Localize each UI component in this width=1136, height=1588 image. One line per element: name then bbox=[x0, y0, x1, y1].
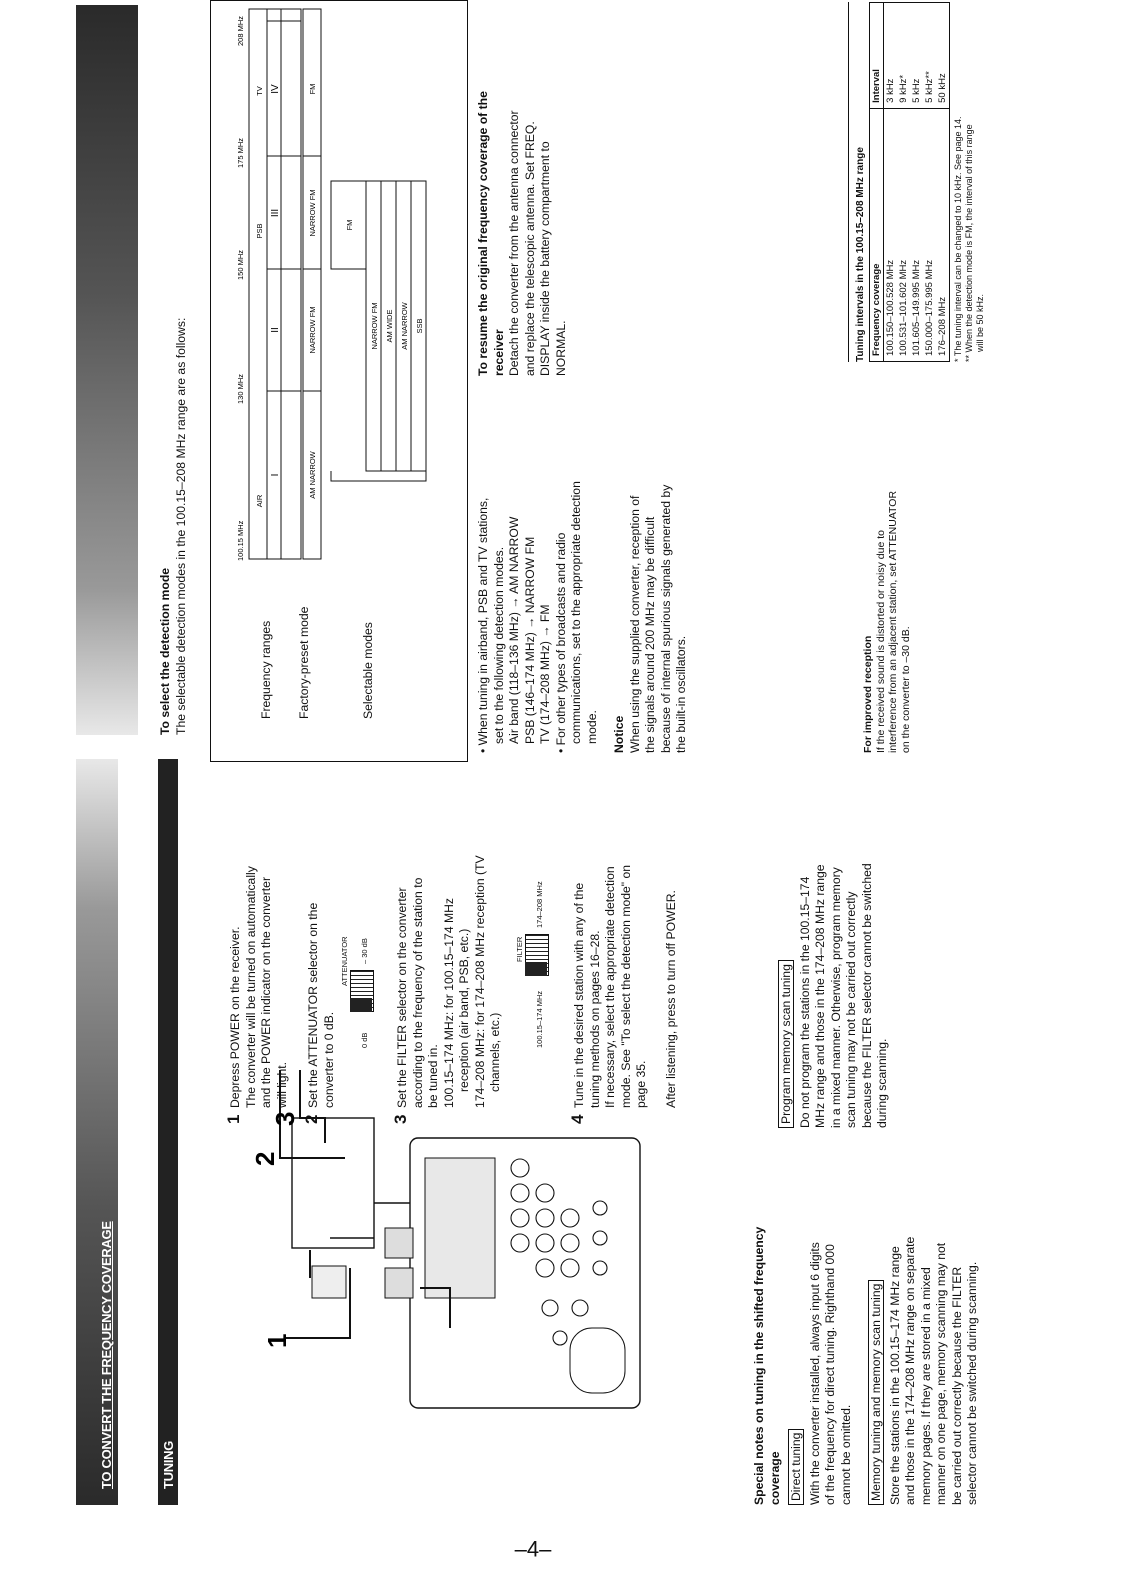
switch-left-label: 100.15–174 MHz bbox=[535, 990, 544, 1048]
step-line: be tuned in. bbox=[426, 1044, 440, 1108]
resume-line: DISPLAY inside the battery compartment to bbox=[538, 141, 552, 376]
step-line: according to the frequency of the station to bbox=[410, 877, 425, 1108]
table-cell: 9 kHz* bbox=[898, 74, 909, 103]
range-tv: TV bbox=[255, 86, 264, 96]
footnote: ** When the detection mode is FM, the interval of this range bbox=[964, 124, 974, 362]
preset-mode: NARROW FM bbox=[308, 306, 317, 354]
table-cell: 100.150–100.528 MHz bbox=[884, 108, 898, 361]
memory-tuning-line: manner on one page, memory scanning may not bbox=[934, 1242, 948, 1505]
row-label-selectable: Selectable modes bbox=[361, 622, 375, 719]
table-cell: 150.000–175.995 MHz bbox=[923, 108, 936, 361]
roman-3: III bbox=[270, 208, 281, 218]
program-scan-heading: Program memory scan tuning bbox=[778, 960, 794, 1128]
switch-knob bbox=[350, 998, 372, 1012]
notice-line: When using the supplied converter, reception of bbox=[627, 495, 642, 753]
improved-title: For improved reception bbox=[862, 635, 874, 753]
freq-label: 100.15 MHz bbox=[236, 520, 245, 561]
direct-tuning-heading: Direct tuning bbox=[788, 1429, 804, 1505]
detection-intro bbox=[158, 15, 189, 735]
selectable-mode: AM WIDE bbox=[385, 309, 394, 343]
step-line: and the POWER indicator on the converter bbox=[259, 876, 273, 1108]
table-row bbox=[897, 3, 910, 362]
direct-tuning-line: cannot be omitted. bbox=[838, 1404, 853, 1505]
table-row bbox=[923, 3, 936, 362]
table-cell: 101.605–149.995 MHz bbox=[910, 108, 923, 361]
switch-title: FILTER bbox=[515, 936, 524, 962]
frequency-chart bbox=[231, 6, 441, 561]
table-row bbox=[936, 3, 950, 362]
bullet-line: set to the following detection modes. bbox=[491, 546, 506, 744]
notice-title: Notice bbox=[612, 715, 626, 753]
step-line: will light. bbox=[274, 1061, 289, 1108]
receiver-illustration bbox=[250, 1068, 690, 1448]
receiver-display bbox=[425, 1158, 495, 1298]
roman-2: II bbox=[270, 327, 281, 333]
program-scan-line: scan tuning may not be carried out correctly bbox=[844, 891, 858, 1128]
preset-mode: FM bbox=[308, 83, 317, 95]
step-line: 100.15–174 MHz: for 100.15–174 MHz bbox=[441, 897, 456, 1108]
program-scan-note bbox=[778, 758, 891, 1128]
step-line: channels, etc.) bbox=[488, 1012, 502, 1092]
step-line: reception (air band, PSB, etc.) bbox=[457, 928, 471, 1092]
step-line: mode. See "To select the detection mode" on bbox=[618, 864, 633, 1108]
interval-table-section bbox=[848, 2, 986, 362]
roman-4: IV bbox=[270, 84, 281, 94]
table-row bbox=[884, 3, 898, 362]
selectable-mode: FM bbox=[345, 219, 354, 231]
memory-tuning-heading: Memory tuning and memory scan tuning bbox=[868, 1280, 884, 1505]
footnote: will be 50 kHz. bbox=[975, 293, 985, 352]
range-psb: PSB bbox=[255, 223, 264, 239]
callout-1: 1 bbox=[262, 1333, 292, 1348]
detection-bullets bbox=[476, 383, 600, 753]
switch-title: ATTENUATOR bbox=[340, 936, 349, 986]
roman-1: I bbox=[270, 473, 281, 477]
program-scan-line: in a mixed manner. Otherwise, program memory bbox=[828, 867, 843, 1128]
program-scan-line: because the FILTER selector cannot be switched bbox=[859, 863, 874, 1128]
program-scan-line: during scanning. bbox=[875, 1038, 889, 1128]
memory-tuning-line: and those in the 174–208 MHz range on separate bbox=[903, 1236, 917, 1505]
column-header: Interval bbox=[870, 3, 884, 109]
special-notes-title: coverage bbox=[767, 1451, 782, 1505]
detection-title: To select the detection mode bbox=[158, 567, 172, 735]
table-cell: 5 kHz bbox=[911, 78, 922, 103]
freq-label: 175 MHz bbox=[236, 137, 245, 168]
row-label-frequency: Frequency ranges bbox=[259, 620, 273, 719]
freq-label: 208 MHz bbox=[236, 15, 245, 46]
after-listening: After listening, press to turn off POWER. bbox=[664, 890, 678, 1108]
callout-2: 2 bbox=[250, 1151, 280, 1166]
step-number: 1 bbox=[224, 1114, 243, 1124]
subsection-banner bbox=[158, 759, 178, 1505]
freq-label: 130 MHz bbox=[236, 373, 245, 404]
step-number: 4 bbox=[568, 1114, 587, 1124]
freq-label: 150 MHz bbox=[236, 249, 245, 280]
memory-tuning-line: memory pages. If they are stored in a mixed bbox=[918, 1267, 933, 1505]
detection-intro-text: The selectable detection modes in the 100.15–208 MHz range are as follows: bbox=[173, 317, 188, 735]
footnote: * The tuning interval can be changed to 10 kHz. See page 14. bbox=[953, 116, 963, 362]
step-number: 3 bbox=[391, 1114, 410, 1124]
selectable-mode: NARROW FM bbox=[370, 302, 379, 350]
preset-mode: NARROW FM bbox=[308, 189, 317, 237]
resume-line: NORMAL. bbox=[553, 320, 568, 376]
bullet-line: TV (174–208 MHz) → FM bbox=[538, 604, 552, 744]
step-line: Set the FILTER selector on the converter bbox=[395, 887, 409, 1108]
step-line: Tune in the desired station with any of the bbox=[572, 882, 586, 1108]
bullet-line: • For other types of broadcasts and radio bbox=[553, 532, 568, 753]
resume-title: To resume the original frequency coverage of the bbox=[476, 91, 490, 376]
table-cell: 176–208 MHz bbox=[936, 108, 950, 361]
table-cell: 100.531–101.602 MHz bbox=[897, 108, 910, 361]
step-2 bbox=[302, 778, 337, 1124]
resume-line: Detach the converter from the antenna connector bbox=[507, 110, 521, 376]
column-header: Frequency coverage bbox=[870, 108, 884, 361]
row-label-preset: Factory-preset mode bbox=[297, 606, 311, 719]
resume-title: receiver bbox=[491, 329, 506, 376]
improved-section bbox=[862, 383, 912, 753]
step-line: If necessary, select the appropriate detection bbox=[603, 866, 617, 1108]
program-scan-line: MHz range and those in the 174–208 MHz range bbox=[813, 864, 827, 1128]
preset-mode: AM NARROW bbox=[308, 451, 317, 499]
special-notes-title: Special notes on tuning in the shifted frequency bbox=[752, 1226, 766, 1505]
step-line: Depress POWER on the receiver. bbox=[228, 926, 242, 1108]
detection-diagram bbox=[210, 0, 468, 762]
filter-switch bbox=[515, 808, 555, 1048]
resume-section bbox=[476, 6, 569, 376]
table-header-row bbox=[870, 3, 884, 362]
bullet-line: communications, set to the appropriate detection bbox=[569, 481, 583, 744]
bullet-line: PSB (146–174 MHz) → NARROW FM bbox=[522, 536, 537, 744]
right-banner bbox=[76, 5, 138, 735]
improved-line: If the received sound is distorted or noisy due to bbox=[874, 530, 887, 753]
bullet-line: mode. bbox=[584, 710, 599, 744]
table-cell: 5 kHz** bbox=[924, 71, 935, 103]
interval-table-title: Tuning intervals in the 100.15–208 MHz range bbox=[855, 147, 866, 362]
step-line: Set the ATTENUATOR selector on the bbox=[306, 902, 320, 1108]
improved-line: interference from an adjacent station, set ATTENUATOR bbox=[887, 490, 899, 753]
step-line: tuning methods on pages 16–28. bbox=[587, 930, 602, 1108]
switch-right-label: – 30 dB bbox=[360, 938, 369, 964]
table-cell: 50 kHz bbox=[937, 73, 948, 103]
step-number: 2 bbox=[302, 1114, 321, 1124]
switch-left-label: 0 dB bbox=[360, 1032, 369, 1048]
step-line: page 35. bbox=[634, 1060, 648, 1108]
range-air: AIR bbox=[255, 494, 264, 508]
subsection-title: TUNING bbox=[161, 1440, 176, 1489]
notice-line: the signals around 200 MHz may be difficult bbox=[643, 516, 657, 753]
notice-line: the built-in oscillators. bbox=[674, 635, 688, 753]
selectable-mode: AM NARROW bbox=[400, 302, 409, 350]
bullet-text: When tuning in airband, PSB and TV stations, bbox=[476, 497, 490, 746]
direct-tuning-line: of the frequency for direct tuning. Righthand 000 bbox=[823, 1244, 837, 1505]
interval-table bbox=[869, 2, 950, 362]
switch-knob bbox=[525, 962, 547, 976]
bullet-text: For other types of broadcasts and radio bbox=[553, 532, 568, 746]
callout-3: 3 bbox=[270, 1111, 300, 1126]
step-line: 174–208 MHz: for 174–208 MHz reception (TV bbox=[472, 855, 487, 1108]
step-line: converter to 0 dB. bbox=[321, 1011, 336, 1108]
selectable-mode: SSB bbox=[415, 318, 424, 334]
step-4 bbox=[568, 758, 650, 1124]
improved-line: on the converter to –30 dB. bbox=[899, 626, 912, 753]
step-3 bbox=[391, 763, 504, 1124]
page-number: –4– bbox=[514, 1536, 552, 1562]
notice-section bbox=[612, 383, 690, 753]
table-cell: 3 kHz bbox=[885, 78, 896, 103]
step-line: The converter will be turned on automatically bbox=[243, 866, 258, 1108]
memory-tuning-line: selector cannot be switched during scanning. bbox=[965, 1261, 979, 1505]
converter-unit bbox=[292, 1118, 374, 1248]
section-title: TO CONVERT THE FREQUENCY COVERAGE bbox=[99, 1221, 114, 1489]
table-row bbox=[910, 3, 923, 362]
switch-right-label: 174–208 MHz bbox=[535, 881, 544, 928]
bullet-line: • When tuning in airband, PSB and TV stations, bbox=[476, 497, 490, 753]
bullet-line: Air band (118–136 MHz) → AM NARROW bbox=[507, 516, 521, 744]
attenuator-switch bbox=[340, 878, 380, 1048]
step-1 bbox=[224, 778, 290, 1124]
memory-tuning-line: be carried out correctly because the FILTER bbox=[949, 1266, 964, 1505]
notice-line: because of internal spurious signals generated by bbox=[658, 484, 673, 753]
special-notes bbox=[752, 1135, 981, 1505]
resume-line: and replace the telescopic antenna. Set FREQ. bbox=[522, 121, 537, 376]
program-scan-line: Do not program the stations in the 100.15–174 bbox=[797, 876, 812, 1128]
direct-tuning-line: With the converter installed, always input 6 digits bbox=[807, 1242, 822, 1505]
memory-tuning-line: Store the stations in the 100.15–174 MHz range bbox=[887, 1246, 902, 1505]
section-banner bbox=[76, 759, 118, 1505]
